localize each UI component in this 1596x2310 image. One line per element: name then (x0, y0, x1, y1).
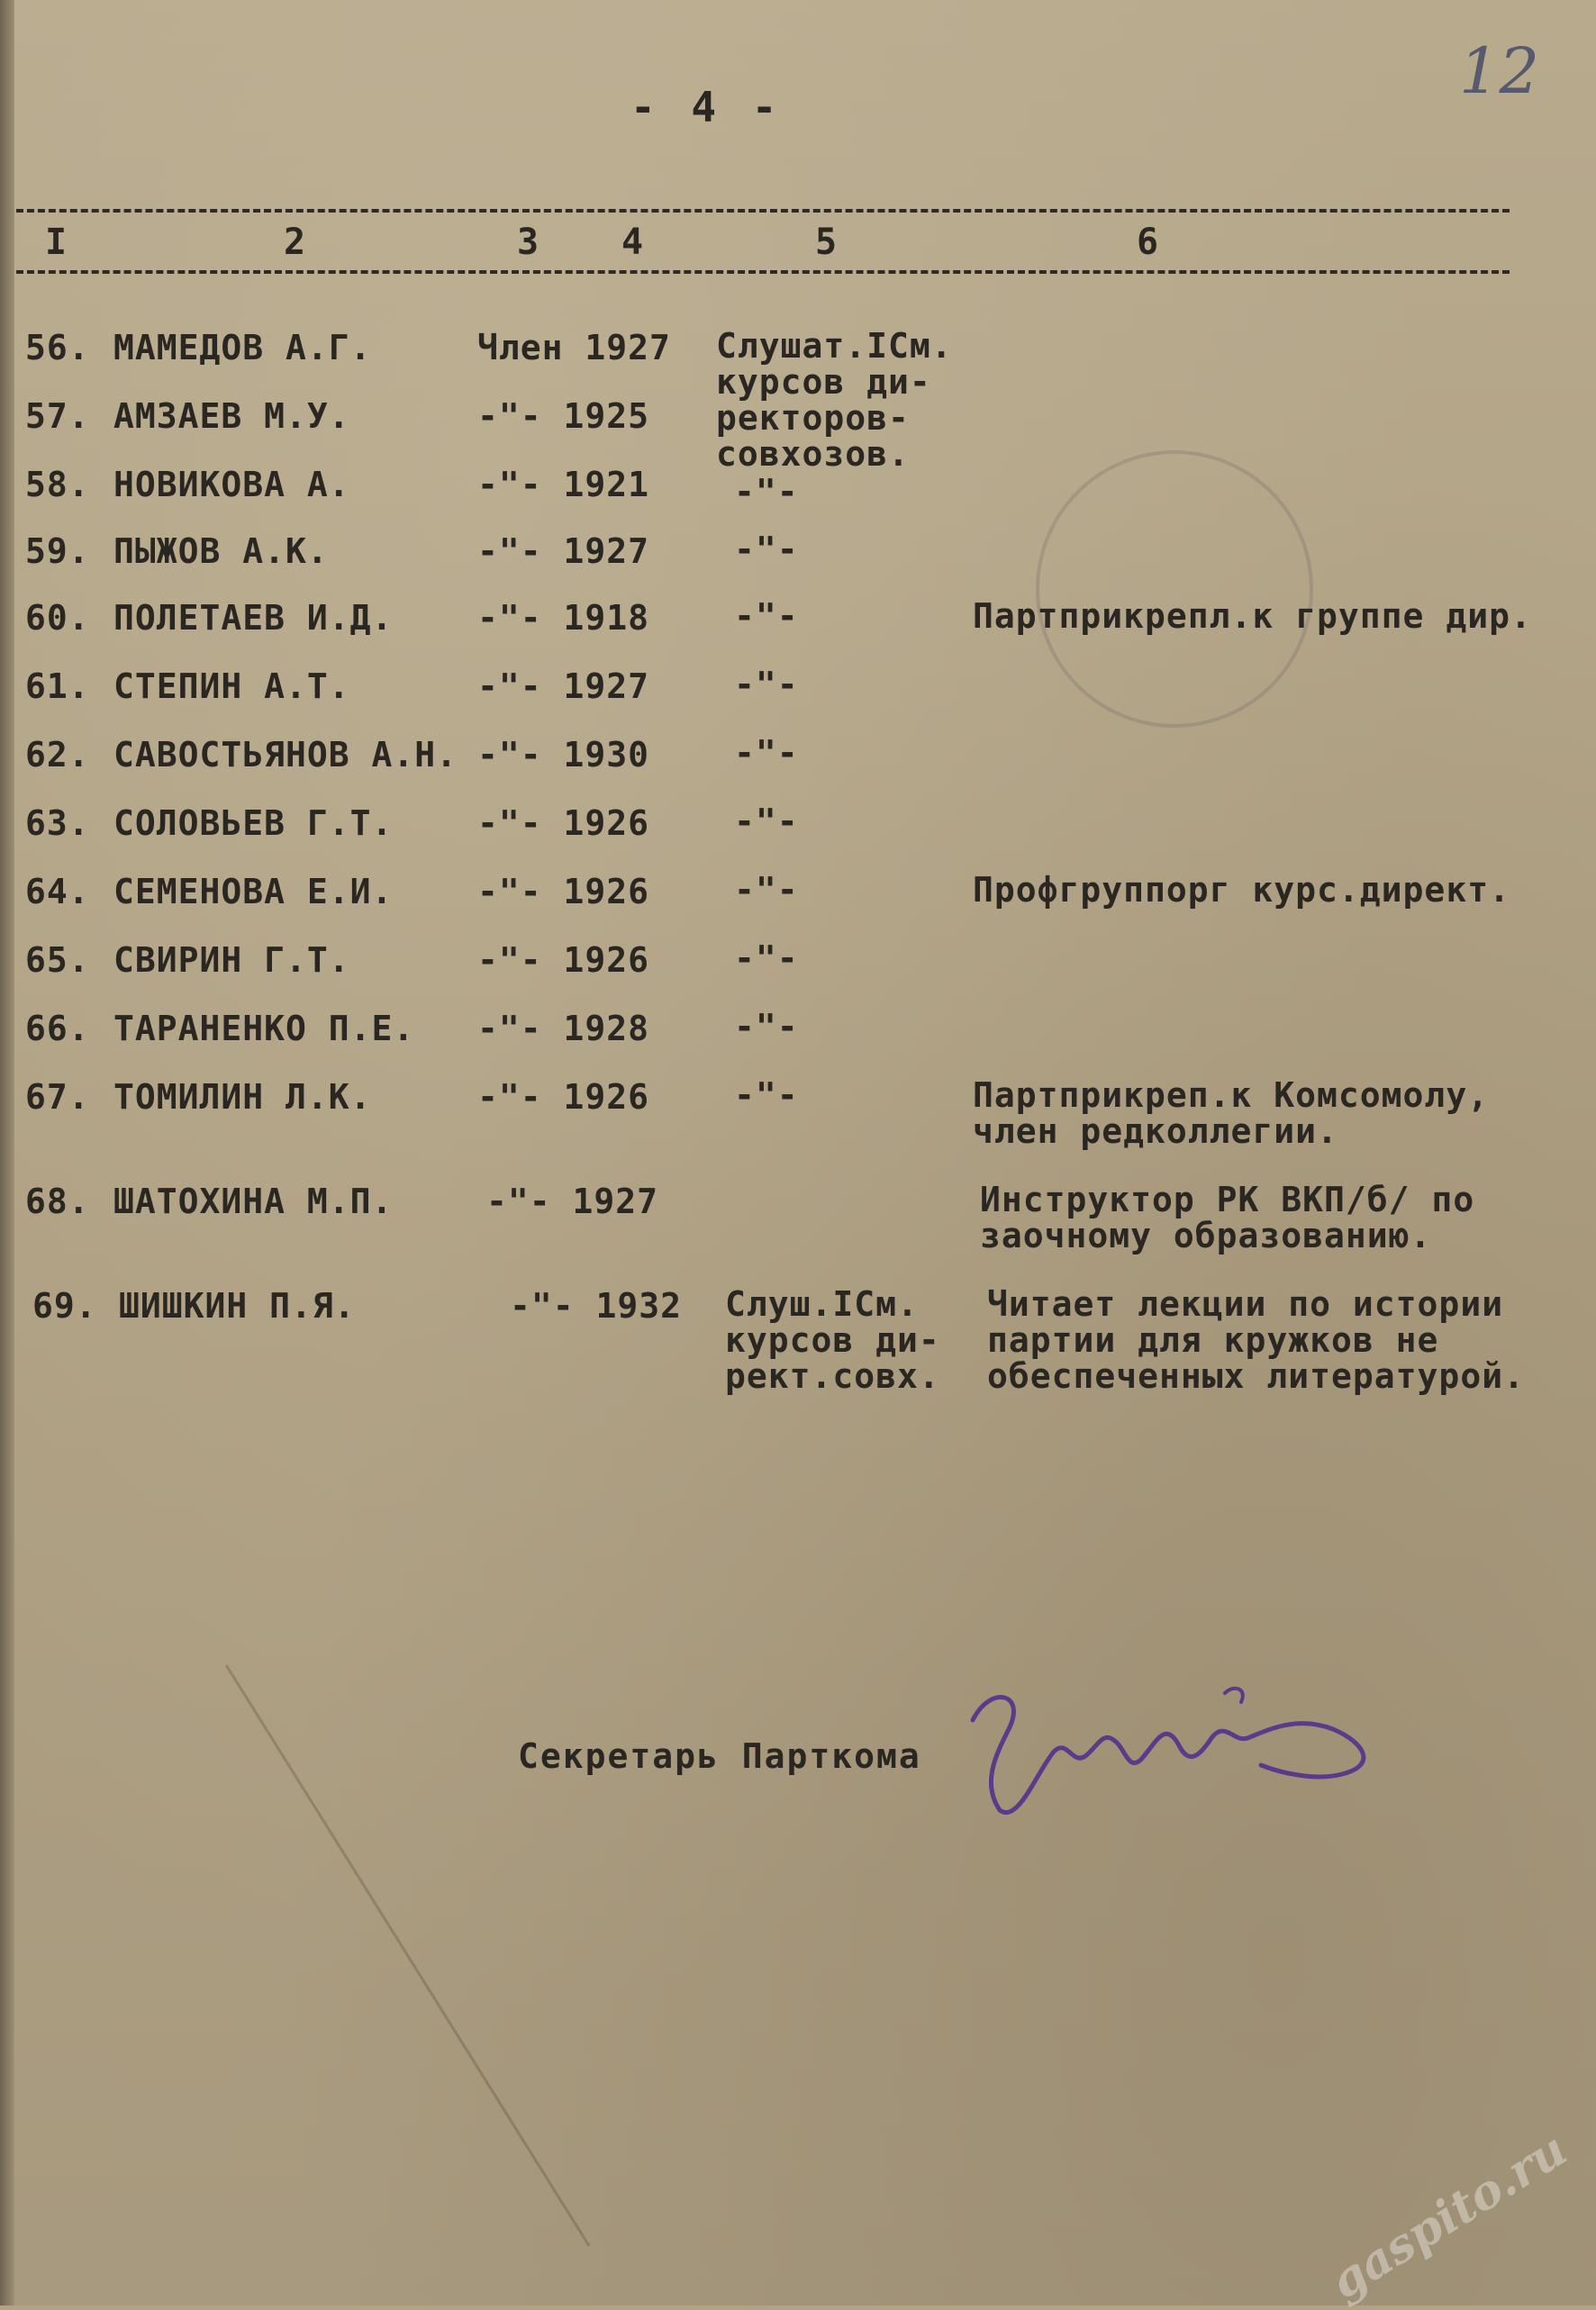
column-header-2: 2 (284, 222, 306, 263)
row-number: 69. (32, 1286, 97, 1326)
status-year: -"- 1927 (486, 1182, 659, 1221)
column-header-1: I (45, 222, 68, 263)
page-number: - 4 - (630, 83, 783, 131)
member-name: СВИРИН Г.Т. (113, 940, 350, 980)
status-year: Член 1927 (477, 328, 671, 367)
row-number: 61. (25, 666, 90, 706)
column-header-4: 4 (621, 222, 644, 263)
member-name: МАМЕДОВ А.Г. (113, 328, 372, 367)
course-info: -"- (734, 596, 799, 636)
member-name: АМЗАЕВ М.У. (113, 396, 350, 436)
page-edge-shadow (0, 0, 14, 2305)
member-name: ПЫЖОВ А.К. (113, 531, 329, 571)
member-name: ПОЛЕТАЕВ И.Д. (113, 598, 394, 638)
course-info: -"- (734, 1007, 799, 1046)
status-year: -"- 1927 (477, 531, 650, 571)
course-info: Слуш.IСм. курсов ди- рект.совх. (725, 1284, 940, 1396)
status-year: -"- 1928 (477, 1009, 650, 1048)
row-number: 60. (25, 598, 90, 638)
party-work-note: Инструктор РК ВКП/б/ по заочному образованию. (980, 1180, 1475, 1255)
status-year: -"- 1926 (477, 1077, 650, 1117)
column-header-6: 6 (1137, 222, 1159, 263)
signature-label: Секретарь Парткома (518, 1736, 921, 1776)
member-name: СОЛОВЬЕВ Г.Т. (113, 803, 394, 843)
table-top-rule (16, 209, 1510, 213)
party-work-note: Профгруппорг курс.директ. (973, 870, 1510, 910)
row-number: 64. (25, 872, 90, 911)
status-year: -"- 1930 (477, 735, 650, 775)
course-info: -"- (734, 802, 799, 841)
member-name: ТОМИЛИН Л.К. (113, 1077, 372, 1117)
row-number: 66. (25, 1009, 90, 1048)
handwritten-signature (955, 1666, 1387, 1837)
row-number: 57. (25, 396, 90, 436)
status-year: -"- 1932 (510, 1286, 683, 1326)
course-info: -"- (734, 938, 799, 978)
row-number: 68. (25, 1182, 90, 1221)
column-header-5: 5 (815, 222, 838, 263)
status-year: -"- 1926 (477, 872, 650, 911)
course-info: -"- (734, 870, 799, 910)
watermark: gaspito.ru (1320, 2122, 1577, 2310)
course-info: -"- (734, 472, 799, 512)
row-number: 58. (25, 465, 90, 504)
table-header-rule (16, 270, 1510, 274)
course-info: -"- (734, 733, 799, 773)
status-year: -"- 1926 (477, 940, 650, 980)
column-header-3: 3 (517, 222, 540, 263)
member-name: ШАТОХИНА М.П. (113, 1182, 394, 1221)
course-info: -"- (734, 530, 799, 569)
course-info: Слушат.IСм. курсов ди- ректоров- совхозов. (716, 326, 953, 474)
row-number: 59. (25, 531, 90, 571)
status-year: -"- 1918 (477, 598, 650, 638)
row-number: 65. (25, 940, 90, 980)
status-year: -"- 1926 (477, 803, 650, 843)
party-work-note: Партприкреп.к Комсомолу, член редколлегии. (973, 1075, 1490, 1151)
faded-stamp (1036, 450, 1313, 728)
row-number: 62. (25, 735, 90, 775)
member-name: НОВИКОВА А. (113, 465, 350, 504)
status-year: -"- 1925 (477, 396, 650, 436)
status-year: -"- 1927 (477, 666, 650, 706)
member-name: СЕМЕНОВА Е.И. (113, 872, 394, 911)
row-number: 67. (25, 1077, 90, 1117)
course-info: -"- (734, 665, 799, 704)
member-name: ТАРАНЕНКО П.Е. (113, 1009, 415, 1048)
row-number: 56. (25, 328, 90, 367)
party-work-note: Читает лекции по истории партии для кружков не обеспеченных литературой. (987, 1284, 1525, 1396)
row-number: 63. (25, 803, 90, 843)
status-year: -"- 1921 (477, 465, 650, 504)
course-info: -"- (734, 1075, 799, 1115)
member-name: САВОСТЬЯНОВ А.Н. (113, 735, 458, 775)
party-work-note: Партприкрепл.к группе дир. (973, 596, 1532, 636)
member-name: ШИШКИН П.Я. (119, 1286, 356, 1326)
archive-sheet-number: 12 (1459, 34, 1540, 108)
member-name: СТЕПИН А.Т. (113, 666, 350, 706)
